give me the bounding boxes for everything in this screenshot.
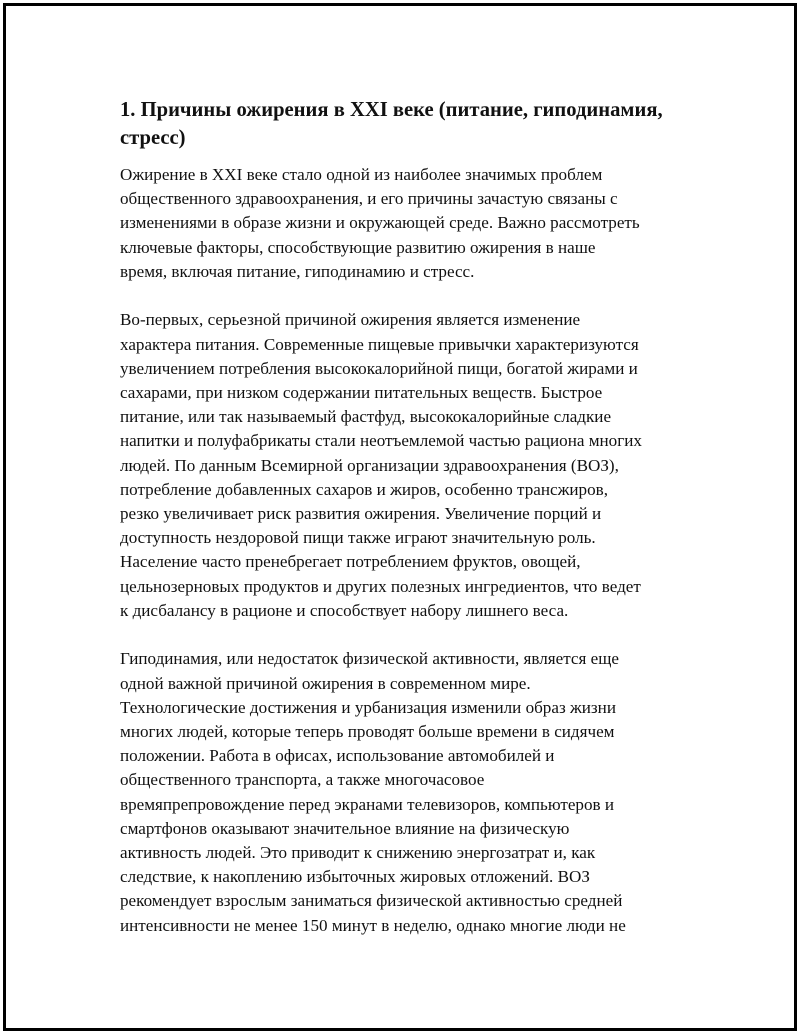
text-line: Население часто пренебрегает потреблением фруктов, овощей, bbox=[120, 552, 581, 572]
text-line: общественного здравоохранения, и его причины зачастую связаны с bbox=[120, 189, 618, 209]
text-line: людей. По данным Всемирной организации здравоохранения (ВОЗ), bbox=[120, 455, 619, 475]
text-line: Ожирение в XXI веке стало одной из наиболее значимых проблем bbox=[120, 165, 603, 184]
text-line: Технологические достижения и урбанизация изменили образ жизни bbox=[120, 697, 616, 717]
text-line: сахарами, при низком содержании питательных веществ. Быстрое bbox=[120, 383, 603, 403]
paragraph-nutrition bbox=[120, 308, 700, 623]
text-line: смартфонов оказывают значительное влияние на физическую bbox=[120, 818, 570, 838]
text-line: одной важной причиной ожирения в современном мире. bbox=[120, 673, 531, 693]
paragraph-intro bbox=[120, 163, 700, 284]
text-line: цельнозерновых продуктов и других полезных ингредиентов, что ведет bbox=[120, 576, 641, 596]
text-line: многих людей, которые теперь проводят больше времени в сидячем bbox=[120, 722, 615, 742]
page-frame bbox=[3, 3, 797, 1031]
text-line: времяпрепровождение перед экранами телевизоров, компьютеров и bbox=[120, 794, 615, 814]
text-line: время, включая питание, гиподинамию и стресс. bbox=[120, 261, 475, 281]
text-line: к дисбалансу в рационе и способствует набору лишнего веса. bbox=[120, 600, 569, 620]
text-line: Гиподинамия, или недостаток физической активности, является еще bbox=[120, 649, 619, 669]
text-line: питание, или так называемый фастфуд, высококалорийные сладкие bbox=[120, 407, 612, 427]
section-heading: 1. Причины ожирения в XXI веке (питание, гиподинамия, стресс) bbox=[120, 99, 663, 149]
paragraph-hypodynamia bbox=[120, 647, 700, 937]
document-body bbox=[120, 96, 700, 938]
text-line: общественного транспорта, а также многочасовое bbox=[120, 770, 485, 790]
text-line: Во-первых, серьезной причиной ожирения является изменение bbox=[120, 310, 581, 330]
text-line: резко увеличивает риск развития ожирения. Увеличение порций и bbox=[120, 504, 602, 524]
text-line: активность людей. Это приводит к снижению энергозатрат и, как bbox=[120, 843, 596, 863]
text-line: интенсивности не менее 150 минут в неделю, однако многие люди не bbox=[120, 915, 626, 935]
text-line: характера питания. Современные пищевые привычки характеризуются bbox=[120, 334, 639, 354]
text-line: увеличением потребления высококалорийной пищи, богатой жирами и bbox=[120, 358, 638, 378]
text-line: потребление добавленных сахаров и жиров, особенно трансжиров, bbox=[120, 479, 608, 499]
text-line: ключевые факторы, способствующие развитию ожирения в наше bbox=[120, 237, 596, 257]
text-line: изменениями в образе жизни и окружающей среде. Важно рассмотреть bbox=[120, 213, 640, 233]
text-line: следствие, к накоплению избыточных жировых отложений. ВОЗ bbox=[120, 867, 590, 887]
text-line: доступность нездоровой пищи также играют значительную роль. bbox=[120, 528, 596, 548]
text-line: положении. Работа в офисах, использование автомобилей и bbox=[120, 746, 555, 766]
text-line: напитки и полуфабрикаты стали неотъемлемой частью рациона многих bbox=[120, 431, 642, 451]
text-line: рекомендует взрослым заниматься физической активностью средней bbox=[120, 891, 623, 911]
